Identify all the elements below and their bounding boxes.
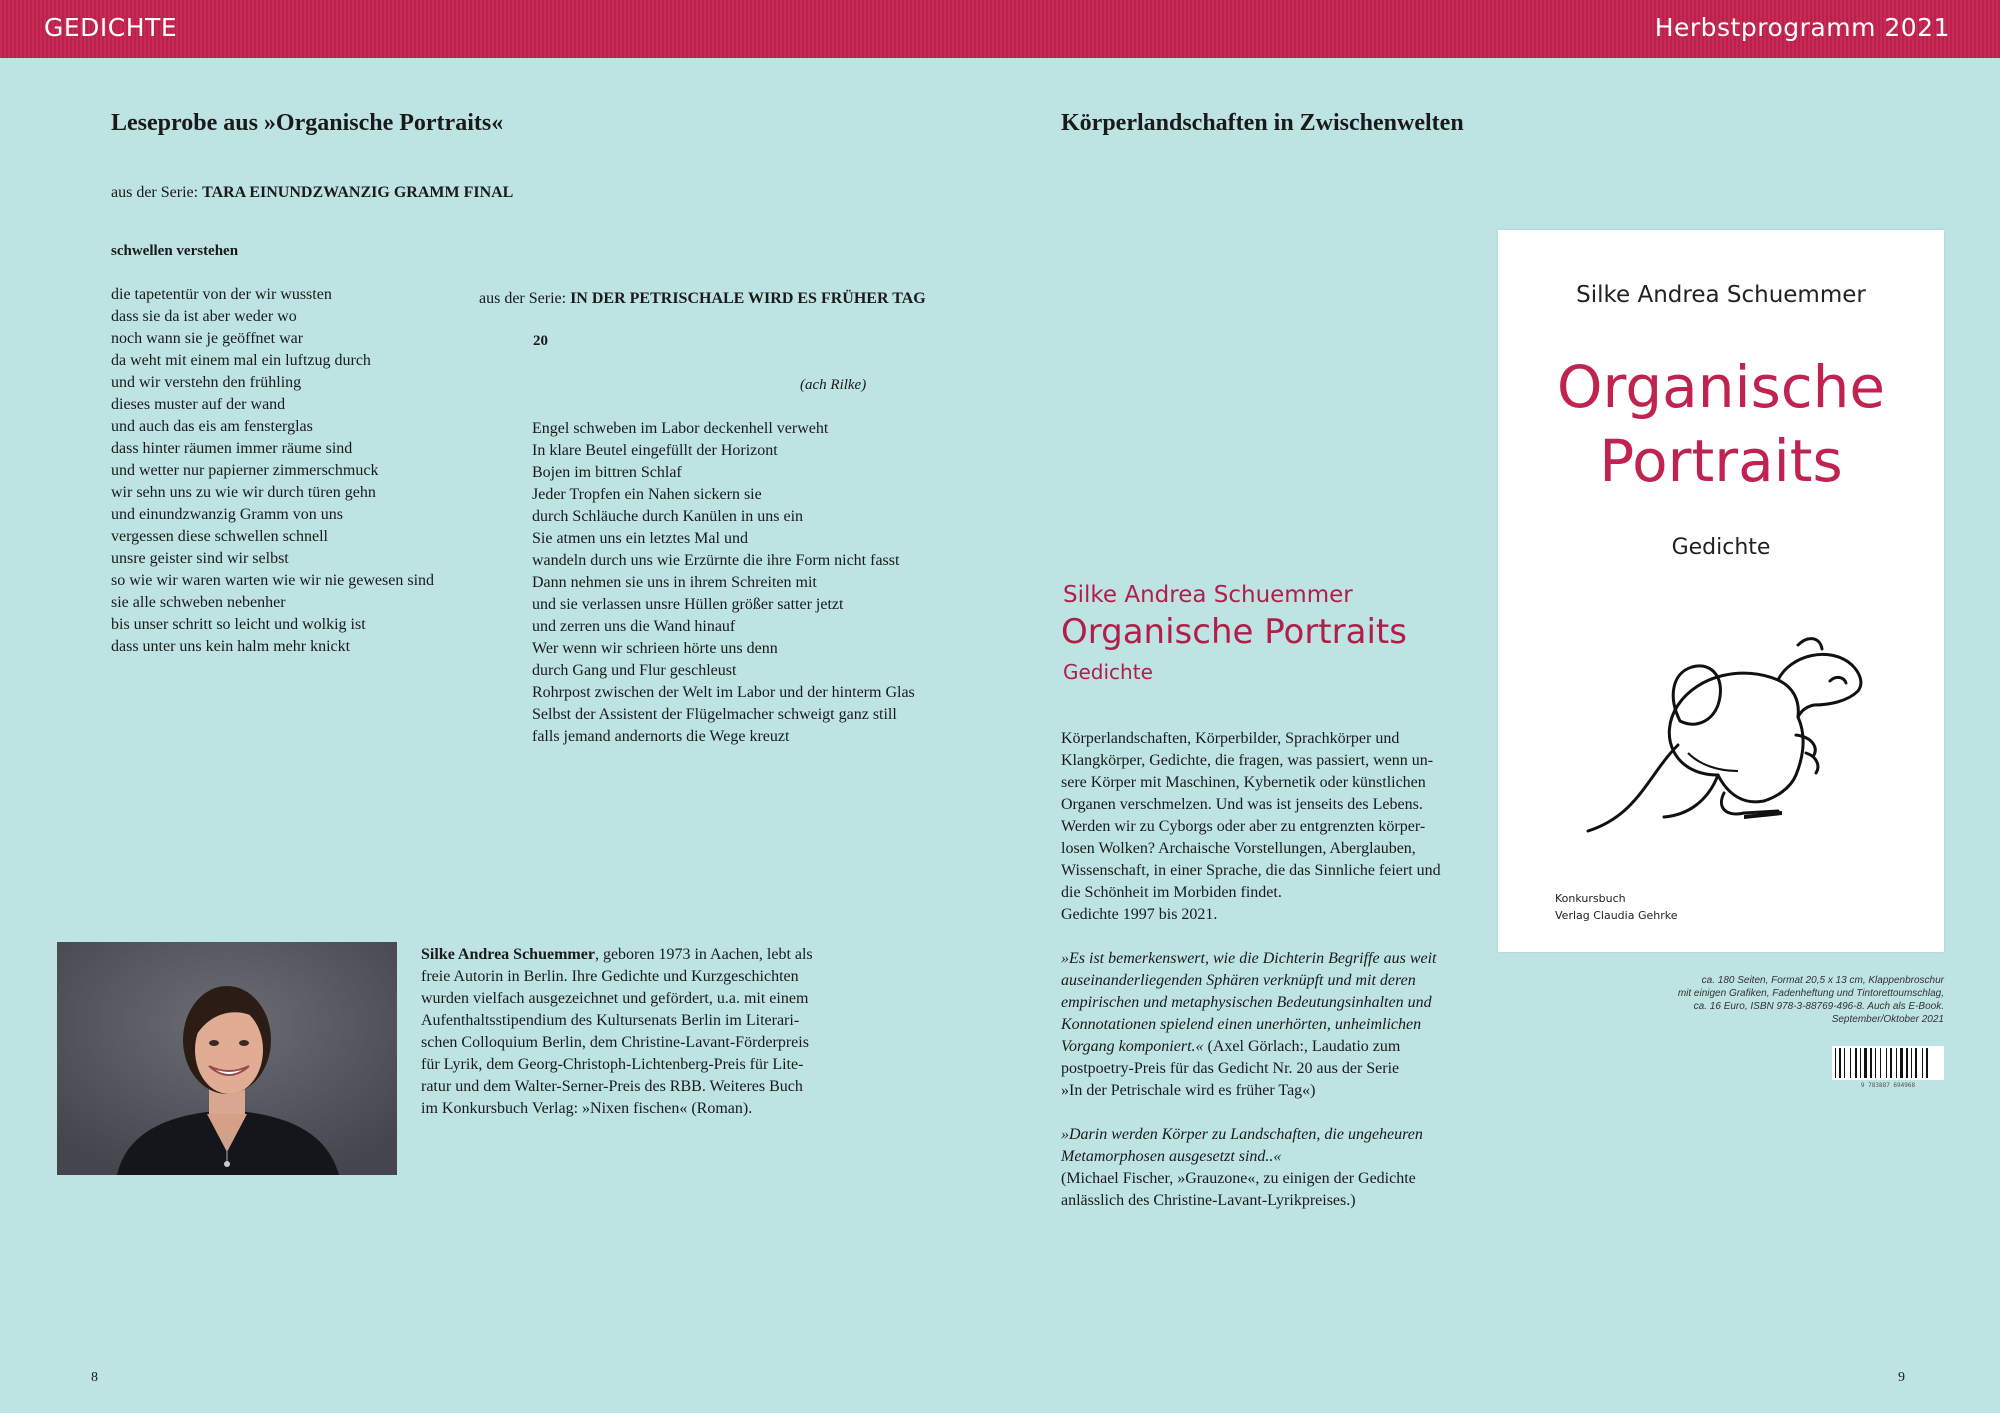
poem-line: Jeder Tropfen ein Nahen sickern sie <box>532 486 762 503</box>
bio-line: wurden vielfach ausgezeichnet und gefördert, u.a. mit einem <box>421 990 809 1007</box>
poem-line: Wer wenn wir schrieen hörte uns denn <box>532 640 778 657</box>
quote1-plain-lines <box>1061 1058 1437 1102</box>
poem-line: und auch das eis am fensterglas <box>111 418 313 435</box>
cover-title <box>1498 350 1944 498</box>
poem2-lines <box>532 418 915 748</box>
poem-line: In klare Beutel eingefüllt der Horizont <box>532 442 778 459</box>
poem-line: Dann nehmen sie uns in ihrem Schreiten mit <box>532 574 817 591</box>
book-info-line: ca. 16 Euro, ISBN 978-3-88769-496-8. Auch als E-Book. <box>1693 1001 1944 1012</box>
description-line: Körperlandschaften, Körperbilder, Sprachkörper und <box>1061 730 1400 747</box>
right-heading: Körperlandschaften in Zwischenwelten <box>1061 110 1464 136</box>
poem-line: dieses muster auf der wand <box>111 396 286 413</box>
left-heading: Leseprobe aus »Organische Portraits« <box>111 110 504 136</box>
page-number-right: 9 <box>1898 1370 1905 1385</box>
poem-line: sie alle schweben nebenher <box>111 594 286 611</box>
quote1-mixed-plain: (Axel Görlach:, Laudatio zum <box>1203 1038 1401 1055</box>
poem-line: bis unser schritt so leicht und wolkig ist <box>111 616 366 633</box>
page-number-left: 8 <box>91 1370 98 1385</box>
quote-line: postpoetry-Preis für das Gedicht Nr. 20 aus der Serie <box>1061 1060 1400 1077</box>
cover-publisher-line1: Konkursbuch <box>1555 892 1626 905</box>
serie2-label <box>479 290 926 308</box>
book-info-line: ca. 180 Seiten, Format 20,5 x 13 cm, Klappenbroschur <box>1701 975 1944 986</box>
poem-line: Engel schweben im Labor deckenhell verweht <box>532 420 829 437</box>
poem2-number: 20 <box>533 333 548 349</box>
quote1-mixed-line <box>1061 1036 1437 1058</box>
quote-line: Konnotationen spielend einen unerhörten, unheimlichen <box>1061 1016 1422 1033</box>
poem1-lines <box>111 284 434 658</box>
poem-line: und wir verstehn den frühling <box>111 374 302 391</box>
description-line: Wissenschaft, in einer Sprache, die das Sinnliche feiert und <box>1061 862 1441 879</box>
poem-line: Bojen im bittren Schlaf <box>532 464 682 481</box>
poem-line: unsre geister sind wir selbst <box>111 550 289 567</box>
quote-line: anlässlich des Christine-Lavant-Lyrikpreises.) <box>1061 1192 1356 1209</box>
book-title: Organische Portraits <box>1061 612 1407 652</box>
description-line: sere Körper mit Maschinen, Kybernetik oder künstlichen <box>1061 774 1426 791</box>
quote-line: empirischen und metaphysischen Bedeutungsinhalten und <box>1061 994 1432 1011</box>
poem-line: Selbst der Assistent der Flügelmacher schweigt ganz still <box>532 706 897 723</box>
book-genre: Gedichte <box>1063 660 1153 684</box>
poem-line: wandeln durch uns wie Erzürnte die ihre Form nicht fasst <box>532 552 900 569</box>
poem2-dedication: (ach Rilke) <box>800 377 867 393</box>
serie2-prefix: aus der Serie: <box>479 290 571 307</box>
cover-subtitle: Gedichte <box>1671 535 1771 560</box>
poem-line: da weht mit einem mal ein luftzug durch <box>111 352 371 369</box>
quote1-italic-lines <box>1061 948 1437 1036</box>
poem-line: durch Schläuche durch Kanülen in uns ein <box>532 508 804 525</box>
quote2-italic-lines <box>1061 1124 1423 1168</box>
bio-first-line: , geboren 1973 in Aachen, lebt als <box>594 946 813 963</box>
description-line: Organen verschmelzen. Und was ist jenseits des Lebens. <box>1061 796 1423 813</box>
book-info-line: September/Oktober 2021 <box>1831 1014 1944 1025</box>
book-cover <box>1498 230 1944 952</box>
poem-line: und zerren uns die Wand hinauf <box>532 618 736 635</box>
cover-title-line2: Portraits <box>1599 427 1843 495</box>
description-line: Klangkörper, Gedichte, die fragen, was passiert, wenn un- <box>1061 752 1434 769</box>
cover-title-line1: Organische <box>1556 353 1886 421</box>
poem-line: dass sie da ist aber weder wo <box>111 308 297 325</box>
barcode-graphic <box>1832 1046 1944 1084</box>
cover-publisher <box>1555 890 1678 924</box>
book-info <box>1604 974 1944 1026</box>
quote1-mixed-italic: Vorgang komponiert.« <box>1061 1038 1204 1055</box>
bio-lines <box>421 966 841 1120</box>
poem-line: die tapetentür von der wir wussten <box>111 286 332 303</box>
book-author: Silke Andrea Schuemmer <box>1063 582 1353 608</box>
cover-author: Silke Andrea Schuemmer <box>1576 282 1866 308</box>
section-label: GEDICHTE <box>44 13 178 42</box>
book-description <box>1061 728 1461 926</box>
quote-2 <box>1061 1124 1423 1212</box>
serie1-prefix: aus der Serie: <box>111 184 203 201</box>
bio-line: freie Autorin in Berlin. Ihre Gedichte und Kurzgeschichten <box>421 968 799 985</box>
description-line: Werden wir zu Cyborgs oder aber zu entgrenzten körper- <box>1061 818 1426 835</box>
quote-line: auseinanderliegenden Sphären verknüpft und mit deren <box>1061 972 1416 989</box>
quote-line: (Michael Fischer, »Grauzone«, zu einigen der Gedichte <box>1061 1170 1416 1187</box>
description-line: losen Wolken? Archaische Vorstellungen, Aberglauben, <box>1061 840 1416 857</box>
poem-line: und einundzwanzig Gramm von uns <box>111 506 343 523</box>
quote2-plain-lines <box>1061 1168 1423 1212</box>
poem-line: so wie wir waren warten wie wir nie gewesen sind <box>111 572 435 589</box>
bio-line: für Lyrik, dem Georg-Christoph-Lichtenberg-Preis für Lite- <box>421 1056 804 1073</box>
poem-line: und wetter nur papierner zimmerschmuck <box>111 462 379 479</box>
barcode-digits: 9 783887 694968 <box>1860 1082 1916 1089</box>
poem1-title: schwellen verstehen <box>111 243 239 259</box>
quote-line: »Darin werden Körper zu Landschaften, die ungeheuren <box>1061 1126 1423 1143</box>
header-bar <box>0 0 2000 58</box>
author-photo <box>57 942 397 1175</box>
program-label: Herbstprogramm 2021 <box>1654 13 1950 42</box>
poem-line: und sie verlassen unsre Hüllen größer satter jetzt <box>532 596 844 613</box>
poem-line: falls jemand andernorts die Wege kreuzt <box>532 728 790 745</box>
description-line: Gedichte 1997 bis 2021. <box>1061 906 1218 923</box>
quote-line: »Es ist bemerkenswert, wie die Dichterin Begriffe aus weit <box>1061 950 1437 967</box>
poem-line: vergessen diese schwellen schnell <box>111 528 328 545</box>
poem-line: Sie atmen uns ein letztes Mal und <box>532 530 748 547</box>
cover-publisher-line2: Verlag Claudia Gehrke <box>1555 909 1678 922</box>
author-portrait-image <box>57 942 397 1175</box>
cover-rat-illustration <box>1568 625 1878 845</box>
quote-line: »In der Petrischale wird es früher Tag«) <box>1061 1082 1316 1099</box>
book-info-line: mit einigen Grafiken, Fadenheftung und Tintorettoumschlag, <box>1677 988 1944 999</box>
poem-line: wir sehn uns zu wie wir durch türen gehn <box>111 484 376 501</box>
poem-line: dass unter uns kein halm mehr knickt <box>111 638 351 655</box>
serie1-name: TARA EINUNDZWANZIG GRAMM FINAL <box>202 184 514 201</box>
bio-line: ratur und dem Walter-Serner-Preis des RBB. Weiteres Buch <box>421 1078 803 1095</box>
bio-line: im Konkursbuch Verlag: »Nixen fischen« (Roman). <box>421 1100 753 1117</box>
serie2-name: IN DER PETRISCHALE WIRD ES FRÜHER TAG <box>570 290 926 307</box>
serie1-label <box>111 184 513 202</box>
bio-line: Aufenthaltsstipendium des Kultursenats Berlin im Literari- <box>421 1012 800 1029</box>
bio-author-name: Silke Andrea Schuemmer <box>421 946 595 963</box>
bio-line: schen Colloquium Berlin, dem Christine-Lavant-Förderpreis <box>421 1034 809 1051</box>
poem-line: Rohrpost zwischen der Welt im Labor und der hinterm Glas <box>532 684 915 701</box>
quote-line: Metamorphosen ausgesetzt sind..« <box>1061 1148 1282 1165</box>
isbn-barcode <box>1832 1046 1944 1089</box>
description-line: die Schönheit im Morbiden findet. <box>1061 884 1282 901</box>
author-bio <box>421 944 841 1120</box>
poem-line: dass hinter räumen immer räume sind <box>111 440 353 457</box>
poem-line: durch Gang und Flur geschleust <box>532 662 737 679</box>
quote-1 <box>1061 948 1437 1102</box>
poem-line: noch wann sie je geöffnet war <box>111 330 304 347</box>
